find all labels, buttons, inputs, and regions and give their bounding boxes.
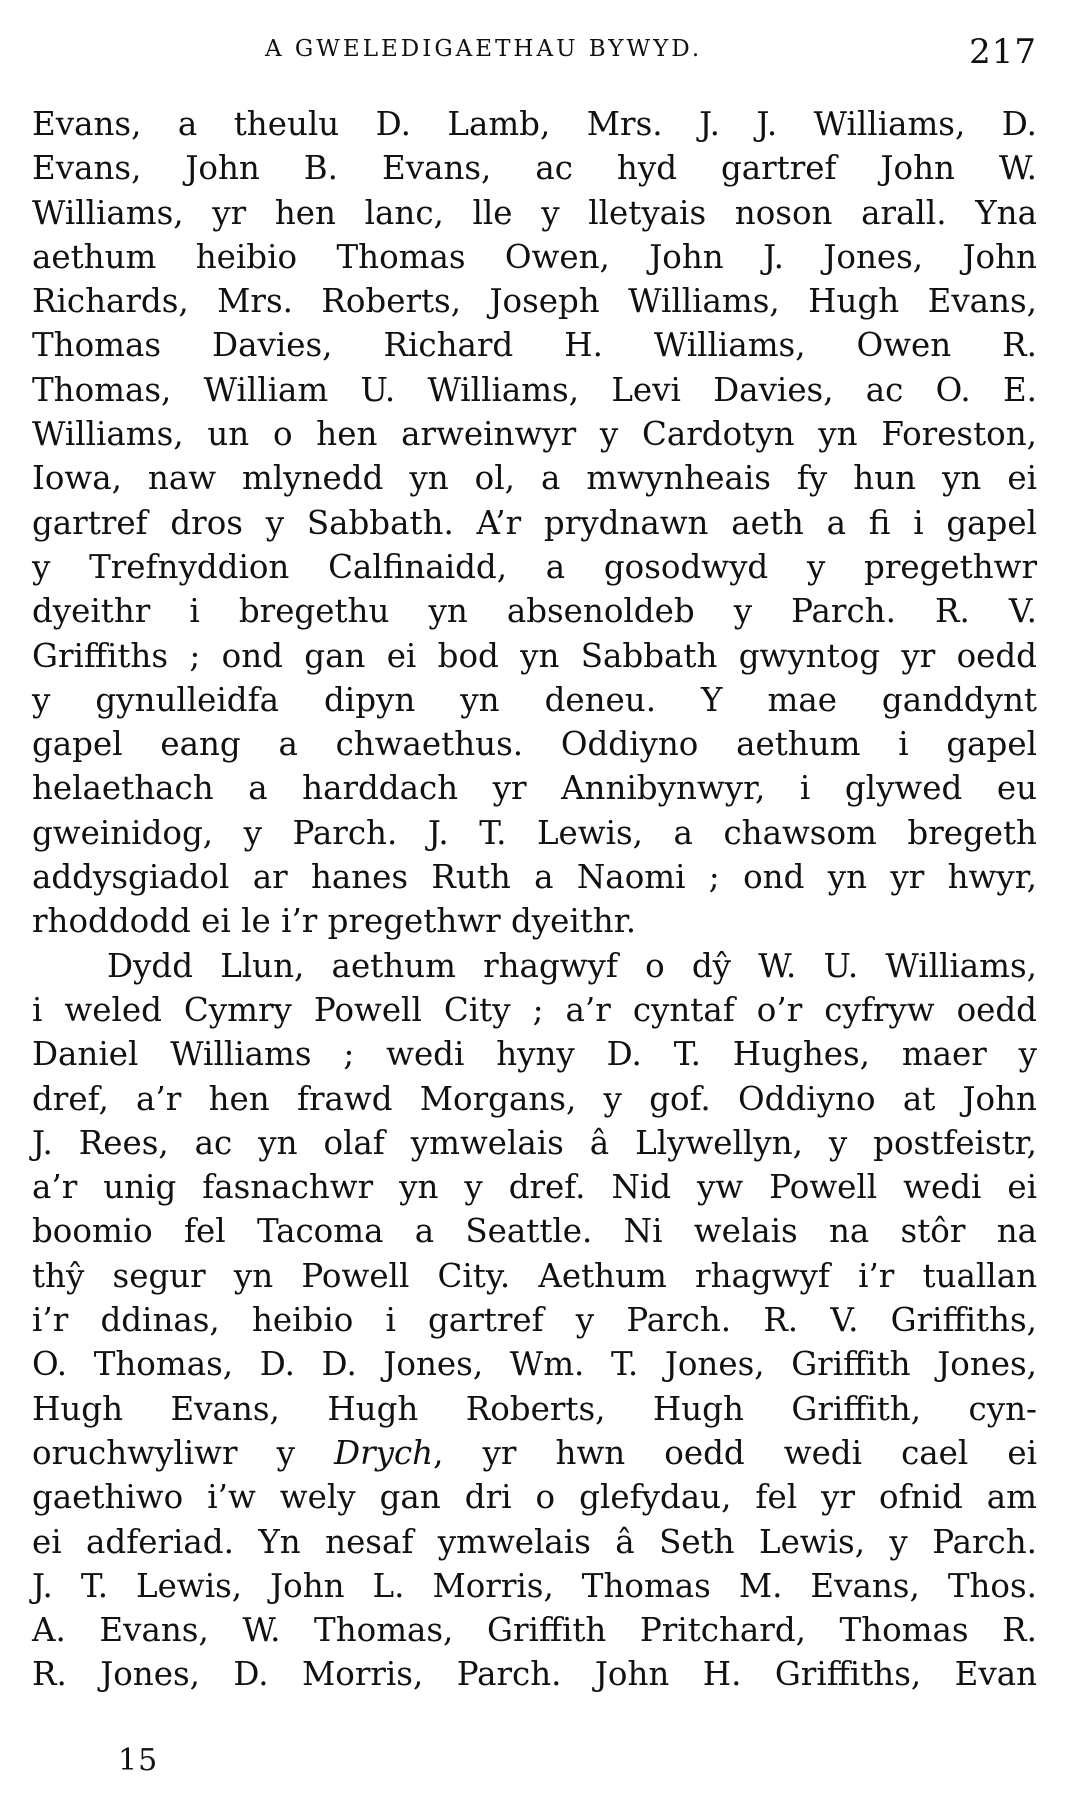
text-line: helaethach a harddach yr Annibynwyr, i glywed eu — [32, 769, 1037, 808]
text-line: a’r unig fasnachwr yn y dref. Nid yw Powell wedi ei — [32, 1168, 1037, 1207]
text-line: Thomas, William U. Williams, Levi Davies, ac O. E. — [32, 370, 1037, 409]
text-line: gapel eang a chwaethus. Oddiyno aethum i gapel — [32, 725, 1037, 764]
text-line: ei adferiad. Yn nesaf ymwelais â Seth Lewis, y Parch. — [32, 1522, 1037, 1561]
text-line: Thomas Davies, Richard H. Williams, Owen R. — [32, 326, 1037, 365]
text-line: Evans, John B. Evans, ac hyd gartref John W. — [32, 149, 1037, 188]
text-line: Hugh Evans, Hugh Roberts, Hugh Griffith, cyn- — [32, 1389, 1037, 1428]
text-line: i’r ddinas, heibio i gartref y Parch. R. V. Griffiths, — [32, 1301, 1037, 1340]
text-line: R. Jones, D. Morris, Parch. John H. Griffiths, Evan — [32, 1655, 1037, 1694]
line-segment: , yr hwn oedd wedi cael ei — [433, 1433, 1037, 1472]
text-line: Iowa, naw mlynedd yn ol, a mwynheais fy hun yn ei — [32, 459, 1037, 498]
text-line: J. T. Lewis, John L. Morris, Thomas M. Evans, Thos. — [32, 1566, 1037, 1605]
italic-title-drych: Drych — [334, 1433, 434, 1472]
text-line: boomio fel Tacoma a Seattle. Ni welais na stôr na — [32, 1212, 1037, 1251]
body-text — [32, 102, 1037, 1697]
text-line: A. Evans, W. Thomas, Griffith Pritchard, Thomas R. — [32, 1611, 1037, 1650]
text-line: dref, a’r hen frawd Morgans, y gof. Oddiyno at John — [32, 1079, 1037, 1118]
text-line: y gynulleidfa dipyn yn deneu. Y mae ganddynt — [32, 680, 1037, 719]
paragraph-end-line: rhoddodd ei le i’r pregethwr dyeithr. — [32, 902, 637, 941]
text-line: addysgiadol ar hanes Ruth a Naomi ; ond yn yr hwyr, — [32, 858, 1037, 897]
running-title: A GWELEDIGAETHAU BYWYD. — [265, 36, 703, 62]
text-line: aethum heibio Thomas Owen, John J. Jones, John — [32, 237, 1037, 276]
running-head — [0, 32, 1085, 76]
text-line: i weled Cymry Powell City ; a’r cyntaf o’r cyfryw oedd — [32, 990, 1037, 1029]
text-line: Evans, a theulu D. Lamb, Mrs. J. J. Williams, D. — [32, 105, 1037, 143]
text-line: y Trefnyddion Calfinaidd, a gosodwyd y pregethwr — [32, 547, 1037, 586]
text-line: Daniel Williams ; wedi hyny D. T. Hughes, maer y — [32, 1035, 1037, 1074]
text-line: J. Rees, ac yn olaf ymwelais â Llywellyn, y postfeistr, — [32, 1123, 1037, 1162]
text-line: gaethiwo i’w wely gan dri o glefydau, fel yr ofnid am — [32, 1478, 1037, 1517]
text-line: Williams, yr hen lanc, lle y lletyais noson arall. Yna — [32, 193, 1037, 232]
text-line: Williams, un o hen arweinwyr y Cardotyn yn Foreston, — [32, 415, 1037, 454]
text-line: gartref dros y Sabbath. A’r prydnawn aeth a fi i gapel — [32, 503, 1037, 542]
line-segment: oruchwyliwr y — [32, 1433, 295, 1472]
paragraph-start-line: Dydd Llun, aethum rhagwyf o dŷ W. U. Williams, — [107, 946, 1037, 985]
text-line: thŷ segur yn Powell City. Aethum rhagwyf i’r tuallan — [32, 1256, 1037, 1295]
text-line: Richards, Mrs. Roberts, Joseph Williams, Hugh Evans, — [32, 282, 1037, 321]
signature-mark: 15 — [118, 1743, 159, 1778]
text-line: Griffiths ; ond gan ei bod yn Sabbath gwyntog yr oedd — [32, 636, 1037, 675]
page-number: 217 — [969, 32, 1037, 72]
text-line: gweinidog, y Parch. J. T. Lewis, a chawsom bregeth — [32, 813, 1037, 852]
text-line: dyeithr i bregethu yn absenoldeb y Parch. R. V. — [32, 592, 1037, 631]
text-line: O. Thomas, D. D. Jones, Wm. T. Jones, Griffith Jones, — [32, 1345, 1037, 1384]
text-line-with-italic — [32, 1431, 1037, 1475]
